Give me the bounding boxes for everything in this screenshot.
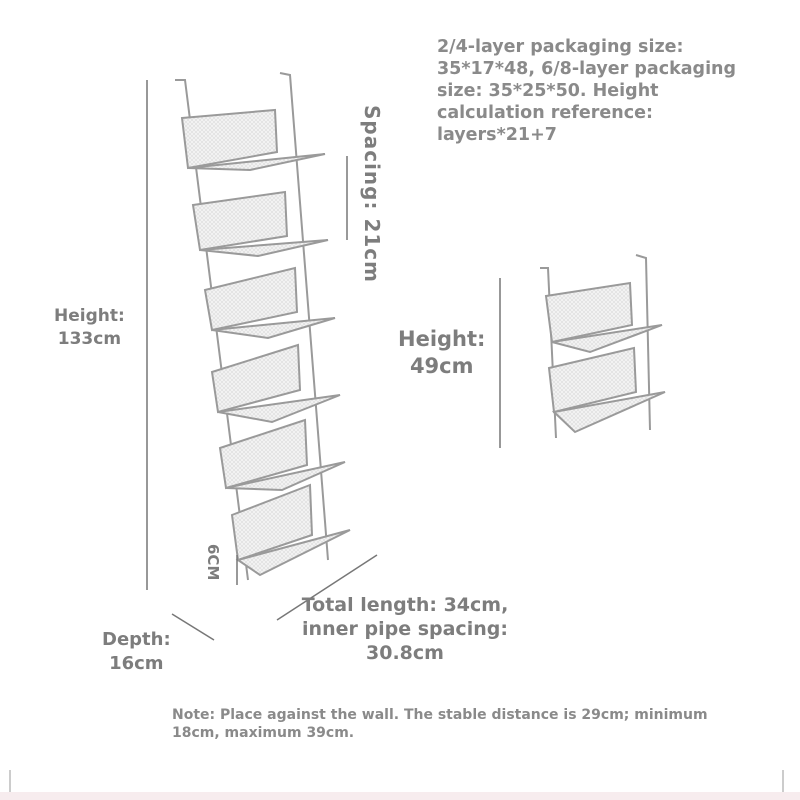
shelf-5 (220, 420, 345, 490)
bottom-band (0, 792, 800, 800)
foot-height-label: 6CM (204, 544, 222, 581)
height-tall-label: Height: 133cm (54, 306, 125, 349)
packaging-note: 2/4-layer packaging size: 35*17*48, 6/8-layer packaging size: 35*25*50. Height calculation reference: layers*21+7 (437, 37, 737, 145)
wall-note: Note: Place against the wall. The stable distance is 29cm; minimum 18cm, maximum 39cm. (172, 707, 708, 741)
shelf-1 (182, 110, 325, 170)
shelf-3 (205, 268, 335, 338)
total-length-label: Total length: 34cm, inner pipe spacing: 30.8cm (301, 594, 509, 664)
depth-label: Depth: 16cm (102, 629, 171, 674)
shelf-6 (232, 485, 350, 575)
short-shelf (540, 255, 665, 438)
height-short-label: Height: 49cm (398, 327, 486, 378)
depth-line (172, 614, 214, 640)
tall-shelf (175, 73, 350, 580)
shelf-4 (212, 345, 340, 422)
shelf-2 (193, 192, 328, 256)
spacing-label: Spacing: 21cm (360, 105, 384, 283)
